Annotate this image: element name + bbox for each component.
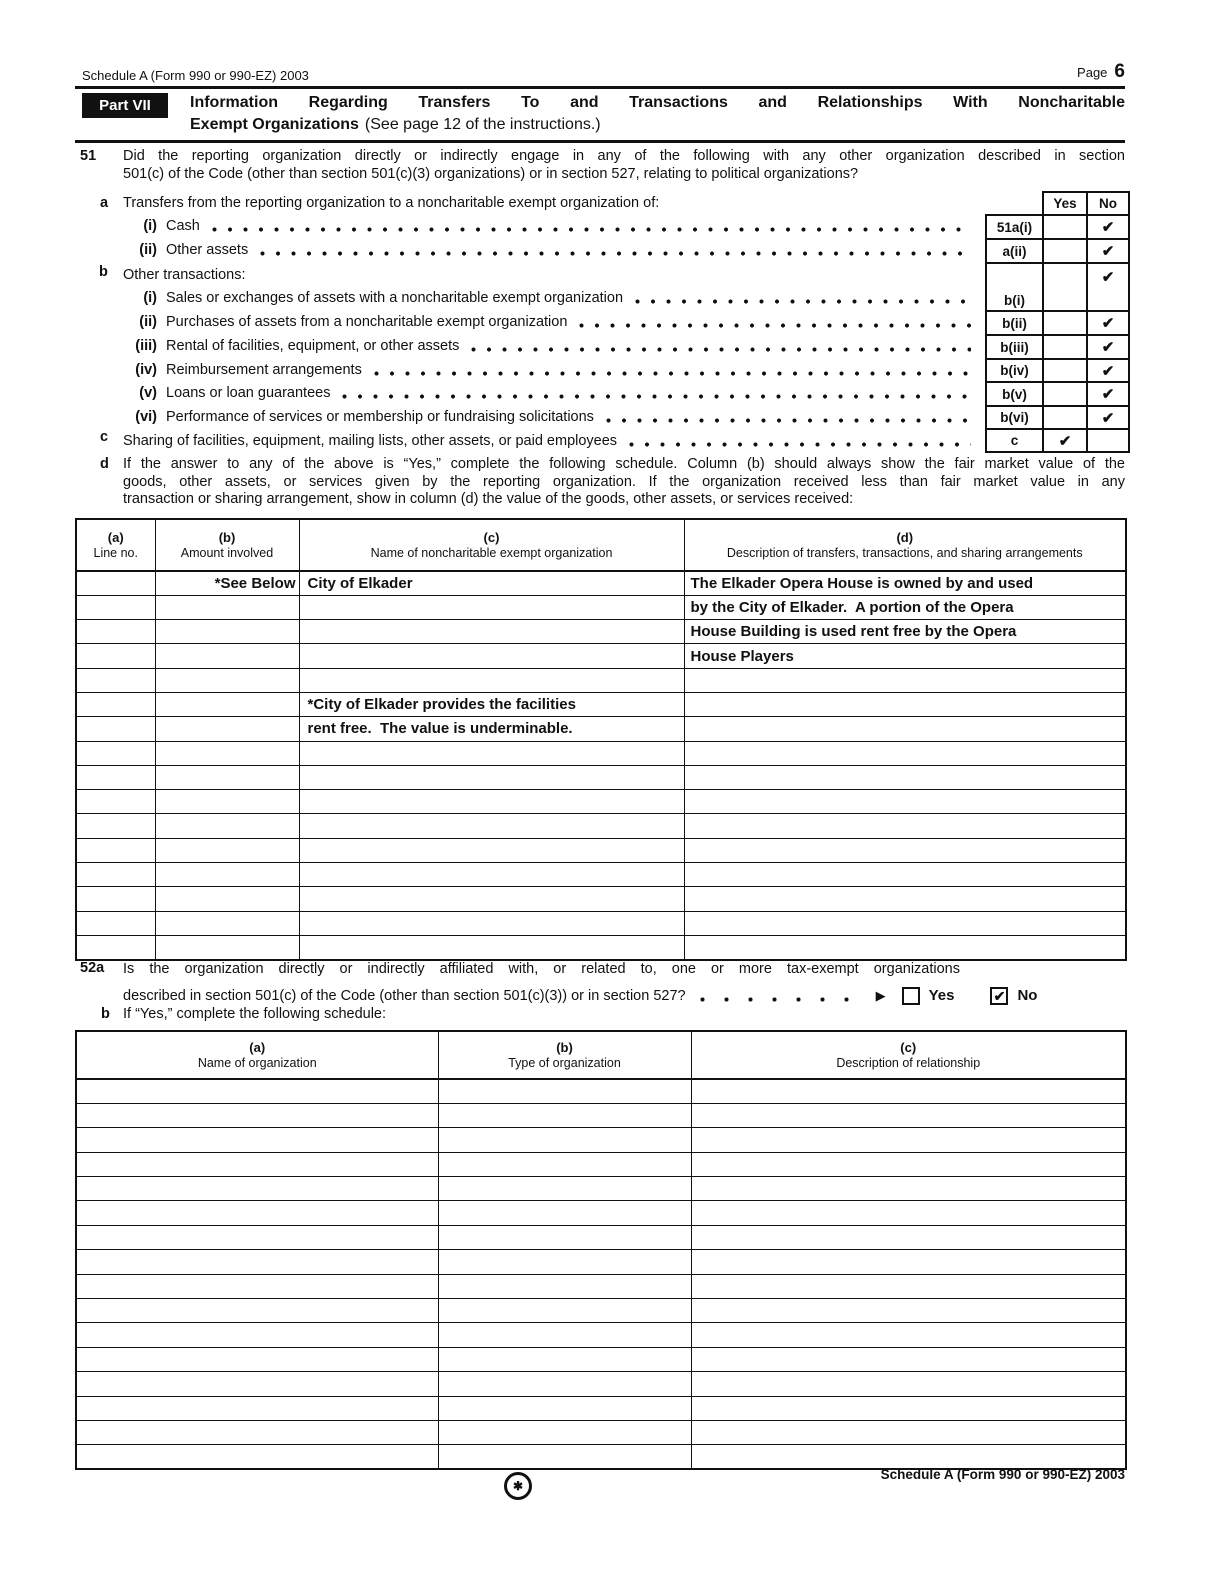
- check-icon: ✔: [1086, 405, 1130, 428]
- cell-organization-type: [438, 1250, 691, 1274]
- item-text: Rental of facilities, equipment, or other assets: [166, 338, 460, 354]
- table1-header-row: [76, 519, 1126, 571]
- yes-column-header: Yes: [1042, 191, 1086, 214]
- q51d-line1: If the answer to any of the above is “Yes,” complete the following schedule. Column (b) should always show the fair market value of the: [123, 456, 1125, 472]
- table1-header-b: (b) Amount involved: [155, 519, 299, 571]
- cell-line-no: [76, 620, 155, 644]
- cell-organization-name: [76, 1201, 438, 1225]
- row-code-c: c: [985, 428, 1042, 453]
- arrow-icon: ▶: [875, 988, 886, 1003]
- cell-relationship-description: [691, 1347, 1126, 1371]
- cell-amount-involved: [155, 765, 299, 789]
- cell-description: [684, 863, 1126, 887]
- cell-description: House Players: [684, 644, 1126, 668]
- cell-line-no: [76, 911, 155, 935]
- cell-line-no: [76, 790, 155, 814]
- table-row: [76, 668, 1126, 692]
- row-code-bii: b(ii): [985, 310, 1042, 334]
- cell-organization-name: [299, 838, 684, 862]
- cell-line-no: [76, 814, 155, 838]
- item-numeral: (ii): [139, 314, 157, 330]
- q52-text-line2-row: [123, 984, 1125, 1008]
- dotted-leader: [471, 347, 971, 352]
- cell-organization-type: [438, 1420, 691, 1444]
- q51b-item-sales: [123, 286, 975, 310]
- cell-organization-name: City of Elkader: [299, 571, 684, 595]
- cell-organization-type: [438, 1103, 691, 1127]
- row-code-51ai: 51a(i): [985, 214, 1042, 238]
- q51d-line2: goods, other assets, or services given by the reporting organization. If the organization received less than fair market value in any: [123, 473, 1125, 490]
- cell-description: [684, 741, 1126, 765]
- yes-cell-biii: [1042, 334, 1086, 358]
- cell-description: [684, 765, 1126, 789]
- cell-amount-involved: [155, 692, 299, 716]
- cell-organization-name: [76, 1079, 438, 1103]
- table-row: [76, 1347, 1126, 1371]
- header-rule: [75, 86, 1125, 89]
- table-row: [76, 1445, 1126, 1469]
- part-title-bold: Exempt Organizations: [190, 116, 359, 133]
- cell-description: [684, 668, 1126, 692]
- cell-relationship-description: [691, 1152, 1126, 1176]
- q51c-sharing: [123, 429, 975, 453]
- cell-description: [684, 717, 1126, 741]
- table-row: [76, 911, 1126, 935]
- cell-relationship-description: [691, 1201, 1126, 1225]
- cell-relationship-description: [691, 1445, 1126, 1469]
- table-row: [76, 1250, 1126, 1274]
- cell-organization-type: [438, 1177, 691, 1201]
- checkbox-no-label: No: [1017, 987, 1038, 1004]
- part-label: Part VII: [82, 93, 168, 118]
- cell-description: [684, 911, 1126, 935]
- cell-organization-name: [76, 1372, 438, 1396]
- page-number: 6: [1114, 61, 1125, 82]
- cell-organization-name: [76, 1103, 438, 1127]
- table2-header-b: (b) Type of organization: [438, 1031, 691, 1079]
- yes-cell-bv: [1042, 381, 1086, 405]
- checkbox-yes: [902, 987, 920, 1005]
- cell-amount-involved: [155, 620, 299, 644]
- table-row: [76, 1103, 1126, 1127]
- part-title-instructions: (See page 12 of the instructions.): [364, 116, 601, 133]
- cell-relationship-description: [691, 1225, 1126, 1249]
- q51-text-line1: Did the reporting organization directly or indirectly engage in any of the following with any other organization described in section: [123, 148, 1125, 164]
- item-text: Performance of services or membership or fundraising solicitations: [166, 409, 594, 425]
- cell-organization-name: [76, 1323, 438, 1347]
- no-column-header: No: [1086, 191, 1130, 214]
- affiliation-schedule-table: [75, 1030, 1127, 1470]
- item-numeral: (v): [139, 385, 157, 401]
- cell-organization-type: [438, 1396, 691, 1420]
- cell-relationship-description: [691, 1420, 1126, 1444]
- q51d-letter: d: [100, 456, 109, 472]
- cell-amount-involved: [155, 863, 299, 887]
- yes-cell-bvi: [1042, 405, 1086, 428]
- cell-description: The Elkader Opera House is owned by and used: [684, 571, 1126, 595]
- cell-amount-involved: [155, 911, 299, 935]
- dotted-leader: [212, 227, 971, 232]
- cell-organization-name: [76, 1347, 438, 1371]
- q51b-item-reimbursement: [123, 358, 975, 382]
- cell-organization-name: [299, 595, 684, 619]
- row-code-aii: a(ii): [985, 238, 1042, 262]
- item-numeral: (i): [143, 290, 157, 306]
- row-code-bv: b(v): [985, 381, 1042, 405]
- cell-amount-involved: [155, 790, 299, 814]
- cell-organization-name: [299, 887, 684, 911]
- q51b-item-rental: [123, 334, 975, 358]
- q51a-item-cash: [123, 214, 975, 238]
- form-id-header: Schedule A (Form 990 or 990-EZ) 2003: [82, 68, 309, 83]
- row-code-bvi: b(vi): [985, 405, 1042, 428]
- yes-cell-bi: [1042, 262, 1086, 310]
- cell-organization-type: [438, 1079, 691, 1103]
- cell-organization-type: [438, 1201, 691, 1225]
- cell-line-no: [76, 935, 155, 959]
- part-title-line2: [190, 114, 601, 136]
- cell-amount-involved: [155, 595, 299, 619]
- cell-line-no: [76, 692, 155, 716]
- row-code-biii: b(iii): [985, 334, 1042, 358]
- cell-organization-type: [438, 1445, 691, 1469]
- cell-relationship-description: [691, 1323, 1126, 1347]
- cell-organization-name: *City of Elkader provides the facilities: [299, 692, 684, 716]
- cell-organization-type: [438, 1152, 691, 1176]
- cell-relationship-description: [691, 1372, 1126, 1396]
- cell-description: [684, 887, 1126, 911]
- check-icon: ✔: [1086, 334, 1130, 358]
- title-rule: [75, 140, 1125, 143]
- cell-description: House Building is used rent free by the Opera: [684, 620, 1126, 644]
- cell-amount-involved: [155, 935, 299, 959]
- cell-description: [684, 935, 1126, 959]
- table-row: [76, 571, 1126, 595]
- table-row: [76, 1201, 1126, 1225]
- q52-number: 52a: [80, 960, 105, 976]
- cell-line-no: [76, 668, 155, 692]
- cell-relationship-description: [691, 1128, 1126, 1152]
- table-row: [76, 644, 1126, 668]
- item-numeral: (vi): [135, 409, 157, 425]
- table-row: [76, 741, 1126, 765]
- yes-no-grid: [985, 191, 1130, 453]
- q51b-text: Other transactions:: [123, 267, 246, 283]
- table-row: [76, 1299, 1126, 1323]
- cell-relationship-description: [691, 1299, 1126, 1323]
- table-row: [76, 863, 1126, 887]
- no-cell-c: [1086, 428, 1130, 453]
- q51d-line3: transaction or sharing arrangement, show in column (d) the value of the goods, other assets, or services received:: [123, 491, 854, 507]
- table-row: [76, 1420, 1126, 1444]
- table-row: [76, 620, 1126, 644]
- row-code-bi: b(i): [985, 262, 1042, 310]
- cell-description: [684, 692, 1126, 716]
- yes-cell-aii: [1042, 238, 1086, 262]
- dotted-leader: [629, 442, 971, 447]
- cell-amount-involved: [155, 814, 299, 838]
- table2-header-c: (c) Description of relationship: [691, 1031, 1126, 1079]
- cell-organization-type: [438, 1274, 691, 1298]
- cell-organization-name: [76, 1225, 438, 1249]
- item-text: Purchases of assets from a noncharitable exempt organization: [166, 314, 568, 330]
- cell-relationship-description: [691, 1396, 1126, 1420]
- table1-header-c: (c) Name of noncharitable exempt organization: [299, 519, 684, 571]
- table-row: [76, 595, 1126, 619]
- check-icon: ✔: [1086, 381, 1130, 405]
- cell-organization-name: [299, 814, 684, 838]
- dotted-leader: [606, 418, 971, 423]
- cell-organization-name: [299, 911, 684, 935]
- cell-organization-type: [438, 1225, 691, 1249]
- q51a-letter: a: [100, 195, 109, 211]
- cell-organization-name: [76, 1152, 438, 1176]
- table-row: [76, 1225, 1126, 1249]
- q51b-letter: b: [99, 264, 108, 280]
- cell-line-no: [76, 887, 155, 911]
- table-row: [76, 887, 1126, 911]
- item-numeral: (i): [143, 218, 157, 234]
- table-row: [76, 765, 1126, 789]
- cell-organization-type: [438, 1323, 691, 1347]
- q51-number: 51: [80, 148, 97, 164]
- cell-line-no: [76, 571, 155, 595]
- cell-amount-involved: [155, 717, 299, 741]
- cell-organization-name: [76, 1274, 438, 1298]
- table1-header-a: (a) Line no.: [76, 519, 155, 571]
- cell-amount-involved: [155, 668, 299, 692]
- cell-relationship-description: [691, 1274, 1126, 1298]
- table-row: [76, 1177, 1126, 1201]
- cell-organization-name: [76, 1250, 438, 1274]
- cell-organization-name: [76, 1177, 438, 1201]
- cell-organization-name: [76, 1445, 438, 1469]
- cell-organization-name: [299, 863, 684, 887]
- item-text: Sales or exchanges of assets with a noncharitable exempt organization: [166, 290, 624, 306]
- table-row: [76, 838, 1126, 862]
- cell-line-no: [76, 741, 155, 765]
- cell-organization-type: [438, 1299, 691, 1323]
- cell-organization-name: [299, 644, 684, 668]
- check-icon: ✔: [1086, 238, 1130, 262]
- check-icon: ✔: [1042, 428, 1086, 453]
- q52-text-line1: Is the organization directly or indirectly affiliated with, or related to, one or more tax-exempt organizations: [123, 961, 960, 977]
- item-numeral: (iv): [135, 362, 157, 378]
- cell-organization-name: [76, 1420, 438, 1444]
- yes-cell-bii: [1042, 310, 1086, 334]
- part-title-line1: Information Regarding Transfers To and Transactions and Relationships With Noncharitable: [190, 94, 1125, 111]
- q52b-text: If “Yes,” complete the following schedule:: [123, 1006, 387, 1022]
- cell-organization-name: [299, 620, 684, 644]
- check-icon: ✔: [1086, 358, 1130, 381]
- cell-relationship-description: [691, 1103, 1126, 1127]
- cell-amount-involved: [155, 644, 299, 668]
- cell-line-no: [76, 644, 155, 668]
- check-icon: ✔: [1086, 310, 1130, 334]
- cell-line-no: [76, 717, 155, 741]
- cell-line-no: [76, 863, 155, 887]
- table-row: [76, 692, 1126, 716]
- q51a-item-other-assets: [123, 238, 975, 262]
- q52b-letter: b: [101, 1006, 110, 1022]
- printer-mark-icon: ✱: [504, 1472, 532, 1500]
- page-label: Page: [1077, 65, 1108, 80]
- cell-organization-name: [299, 741, 684, 765]
- q51b-item-performance: [123, 405, 975, 429]
- q51c-letter: c: [100, 429, 109, 445]
- q51-text-line2: 501(c) of the Code (other than section 501(c)(3) organizations) or in section 527, relating to political organizations?: [123, 166, 859, 182]
- check-icon: ✔: [1086, 214, 1130, 238]
- dotted-leader: [260, 251, 971, 256]
- cell-organization-name: [299, 668, 684, 692]
- cell-description: [684, 814, 1126, 838]
- cell-organization-name: [76, 1396, 438, 1420]
- q51b-item-loans: [123, 381, 975, 405]
- table-row: [76, 1128, 1126, 1152]
- table-row: [76, 814, 1126, 838]
- cell-organization-type: [438, 1347, 691, 1371]
- checkbox-no: ✔: [990, 987, 1008, 1005]
- cell-organization-name: [299, 765, 684, 789]
- table-row: [76, 1079, 1126, 1103]
- item-numeral: (iii): [135, 338, 157, 354]
- cell-line-no: [76, 765, 155, 789]
- cell-relationship-description: [691, 1177, 1126, 1201]
- cell-organization-name: [76, 1299, 438, 1323]
- q52-text-line2: described in section 501(c) of the Code (other than section 501(c)(3)) or in section 527?: [123, 988, 686, 1004]
- table2-header-row: [76, 1031, 1126, 1079]
- table1-header-d: (d) Description of transfers, transactions, and sharing arrangements: [684, 519, 1126, 571]
- cell-amount-involved: [155, 741, 299, 765]
- item-text: Cash: [166, 218, 200, 234]
- table-row: [76, 1152, 1126, 1176]
- check-icon: ✔: [1086, 262, 1130, 310]
- q51b-item-purchases: [123, 310, 975, 334]
- table-row: [76, 1372, 1126, 1396]
- cell-amount-involved: [155, 887, 299, 911]
- yes-cell-biv: [1042, 358, 1086, 381]
- q51a-text: Transfers from the reporting organization to a noncharitable exempt organization of:: [123, 195, 660, 211]
- table-row: [76, 1274, 1126, 1298]
- cell-relationship-description: [691, 1079, 1126, 1103]
- footer-form-id: Schedule A (Form 990 or 990-EZ) 2003: [880, 1467, 1125, 1482]
- item-text: Reimbursement arrangements: [166, 362, 362, 378]
- cell-organization-name: [299, 935, 684, 959]
- dotted-leader: [374, 371, 971, 376]
- cell-line-no: [76, 595, 155, 619]
- yes-cell-51ai: [1042, 214, 1086, 238]
- item-text: Loans or loan guarantees: [166, 385, 331, 401]
- transfers-schedule-table: [75, 518, 1127, 961]
- table-row: [76, 1396, 1126, 1420]
- cell-amount-involved: [155, 838, 299, 862]
- cell-description: [684, 790, 1126, 814]
- cell-description: [684, 838, 1126, 862]
- cell-organization-type: [438, 1372, 691, 1396]
- table-row: [76, 790, 1126, 814]
- cell-description: by the City of Elkader. A portion of the Opera: [684, 595, 1126, 619]
- table-row: [76, 1323, 1126, 1347]
- cell-line-no: [76, 838, 155, 862]
- row-code-biv: b(iv): [985, 358, 1042, 381]
- dotted-leader: [635, 299, 971, 304]
- page-indicator: [1077, 61, 1125, 83]
- cell-organization-name: [299, 790, 684, 814]
- item-text: Other assets: [166, 242, 249, 258]
- cell-organization-name: [76, 1128, 438, 1152]
- table-row: [76, 717, 1126, 741]
- cell-organization-type: [438, 1128, 691, 1152]
- item-numeral: (ii): [139, 242, 157, 258]
- item-text: Sharing of facilities, equipment, mailing lists, other assets, or paid employees: [123, 433, 618, 449]
- cell-organization-name: rent free. The value is underminable.: [299, 717, 684, 741]
- cell-relationship-description: [691, 1250, 1126, 1274]
- cell-amount-involved: *See Below: [155, 571, 299, 595]
- dotted-leader: [342, 394, 971, 399]
- dotted-leader: [579, 323, 971, 328]
- dotted-leader: [700, 997, 868, 1002]
- checkbox-yes-label: Yes: [928, 987, 955, 1004]
- table2-header-a: (a) Name of organization: [76, 1031, 438, 1079]
- table-row: [76, 935, 1126, 959]
